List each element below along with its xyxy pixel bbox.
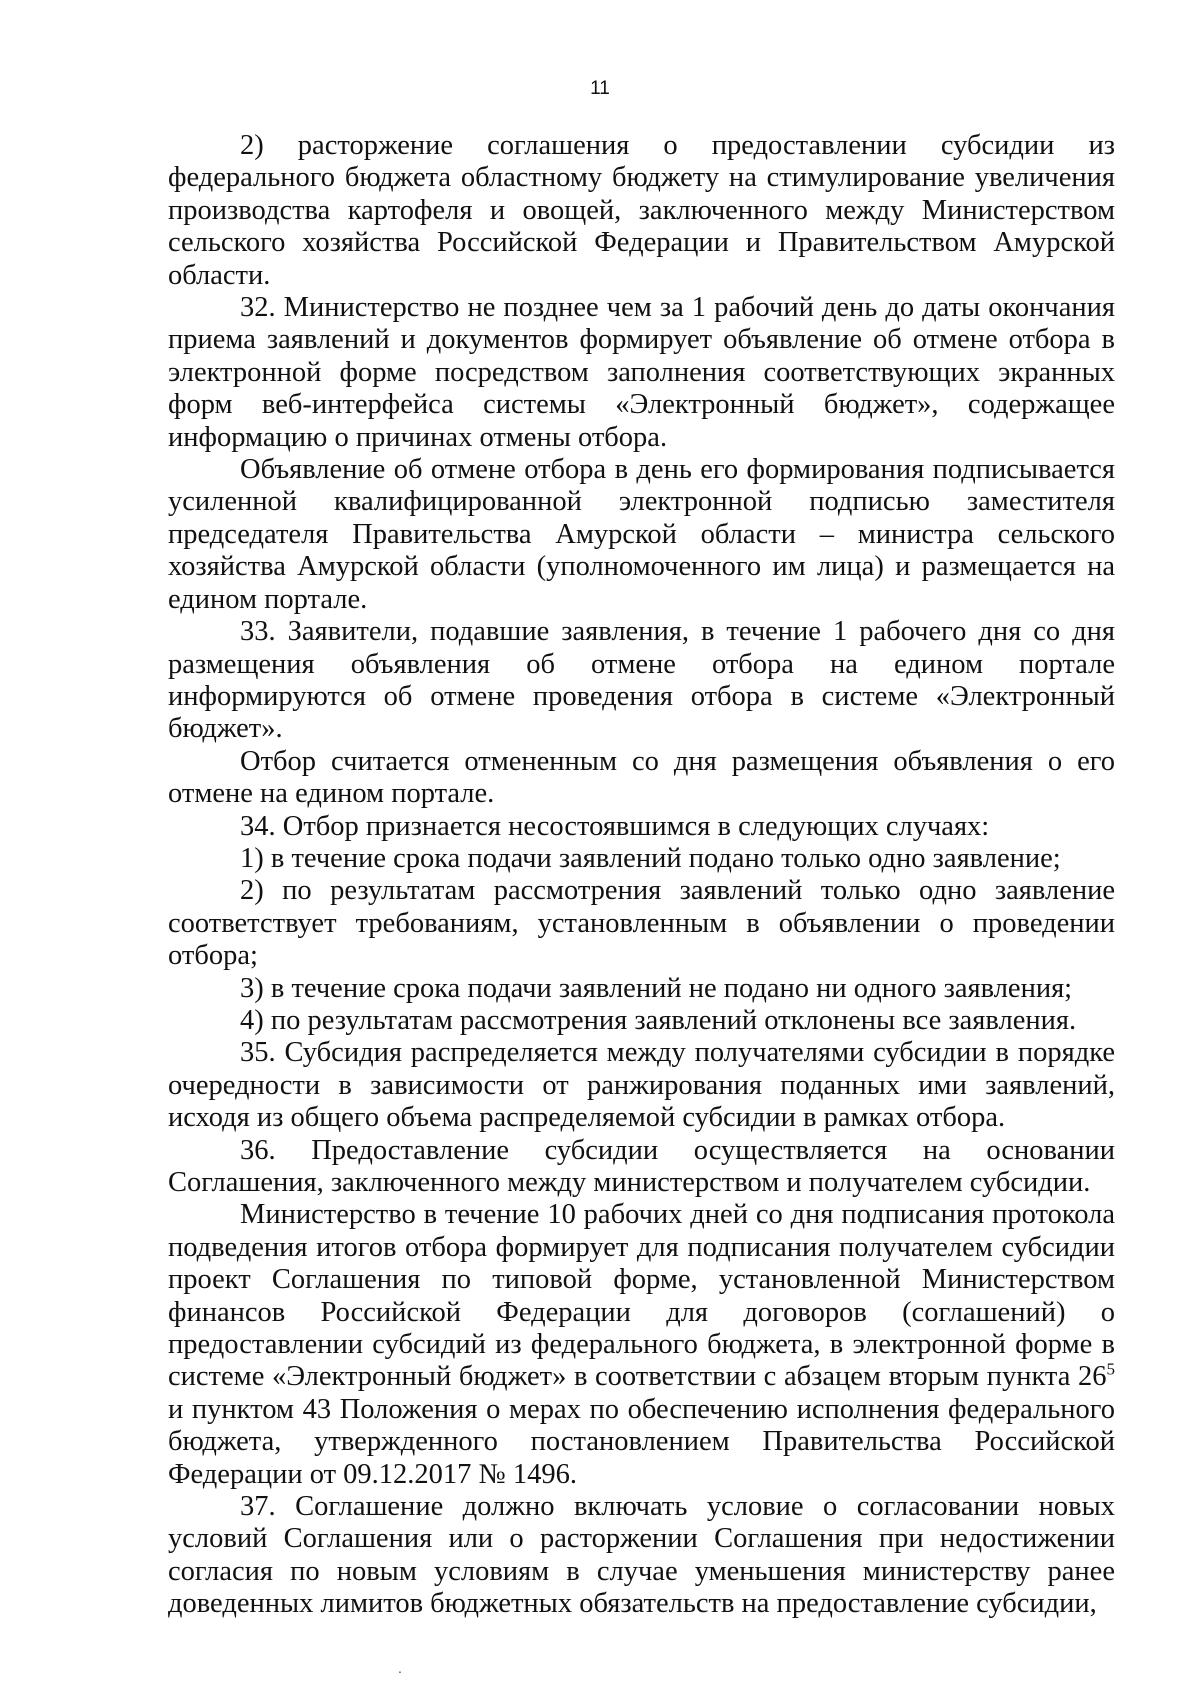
superscript: 5 [1106, 1359, 1115, 1379]
paragraph: 2) по результатам рассмотрения заявлений только одно заявление соответствует требованиям, установленным в объявлении о проведении отбора; [168, 875, 1115, 972]
paragraph: 1) в течение срока подачи заявлений подано только одно заявление; [240, 842, 1061, 874]
paragraph-text: и пунктом 43 Положения о мерах по обеспечению исполнения федерального бюджета, утвержденного постановлением Правительства Российской Федерации от 09.12.2017 № 1496. [168, 1393, 1115, 1490]
paragraph: 3) в течение срока подачи заявлений не подано ни одного заявления; [240, 972, 1073, 1004]
paragraph-text: Министерство в течение 10 рабочих дней со дня подписания протокола подведения итогов отбора формирует для подписания получателем субсидии проект Соглашения по типовой форме, установленной Министерством финансов Российской Федерации для договоров (соглашений) о предоставлении субсидий из федерального бюджета, в электронной форме в системе «Электронный бюджет» в соответствии с абзацем вторым пункта 26 [168, 1199, 1115, 1393]
paragraph: Отбор считается отмененным со дня размещения объявления о его отмене на едином портале. [168, 745, 1115, 810]
paragraph: 32. Министерство не позднее чем за 1 рабочий день до даты окончания приема заявлений и документов формирует объявление об отмене отбора в электронной форме посредством заполнения соответствующих экранных форм веб-интерфейса системы «Электронный бюджет», содержащее информацию о причинах отмены отбора. [168, 292, 1115, 453]
paragraph: 37. Соглашение должно включать условие о согласовании новых условий Соглашения или о расторжении Соглашения при недостижении согласия по новым условиям в случае уменьшения министерству ранее доведенных лимитов бюджетных обязательств на предоставление субсидии, [168, 1491, 1115, 1620]
paragraph: 34. Отбор признается несостоявшимся в следующих случаях: [240, 810, 990, 842]
scan-mark: . [398, 1660, 402, 1676]
paragraph: 33. Заявители, подавшие заявления, в течение 1 рабочего дня со дня размещения объявления об отмене отбора на едином портале информируются об отмене проведения отбора в системе «Электронный бюджет». [168, 616, 1115, 745]
paragraph: 2) расторжение соглашения о предоставлении субсидии из федерального бюджета областному бюджету на стимулирование увеличения производства картофеля и овощей, заключенного между Министерством сельского хозяйства Российской Федерации и Правительством Амурской области. [168, 130, 1115, 291]
paragraph: 36. Предоставление субсидии осуществляется на основании Соглашения, заключенного между министерством и получателем субсидии. [168, 1134, 1115, 1198]
page-number: 11 [590, 78, 610, 99]
paragraph: Объявление об отмене отбора в день его формирования подписывается усиленной квалифицированной электронной подписью заместителя председателя Правительства Амурской области – министра сельского хозяйства Амурской области (уполномоченного им лица) и размещается на едином портале. [168, 454, 1115, 615]
paragraph: 4) по результатам рассмотрения заявлений отклонены все заявления. [240, 1004, 1077, 1036]
paragraph: 35. Субсидия распределяется между получателями субсидии в порядке очередности в зависимости от ранжирования поданных ими заявлений, исходя из общего объема распределяемой субсидии в рамках отбора. [168, 1037, 1115, 1134]
paragraph-with-footnote [168, 1199, 1115, 1491]
document-body [168, 130, 1115, 1621]
